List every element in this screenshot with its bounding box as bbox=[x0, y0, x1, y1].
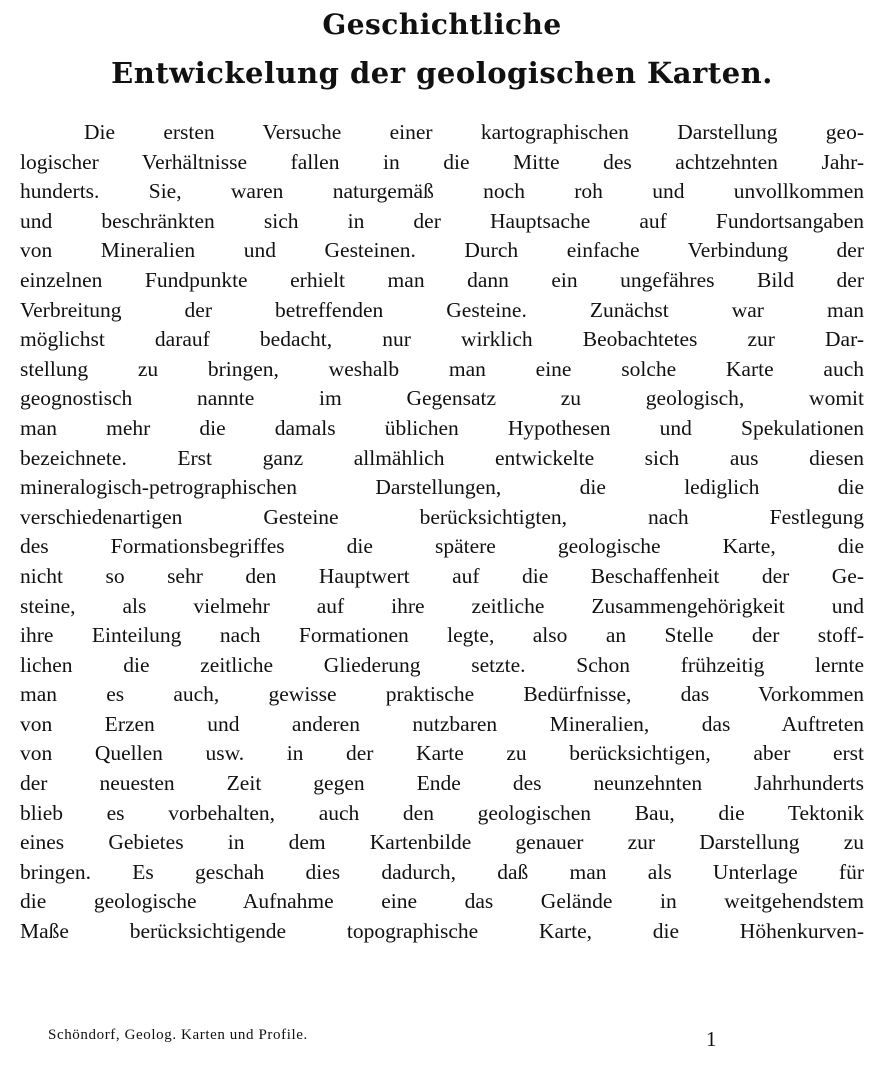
text-line: und beschränkten sich in der Hauptsache auf Fundortsangaben bbox=[20, 208, 864, 233]
text-line: geognostisch nannte im Gegensatz zu geologisch, womit bbox=[20, 386, 864, 411]
text-line: Die ersten Versuche einer kartographischen Darstellung geo- bbox=[84, 120, 864, 144]
page-number: 1 bbox=[706, 1027, 717, 1051]
text-line: des Formationsbegriffes die spätere geologische Karte, die bbox=[20, 534, 864, 559]
heading-line-1: Geschichtliche bbox=[322, 8, 562, 41]
text-line: stellung zu bringen, weshalb man eine solche Karte auch bbox=[20, 356, 864, 381]
text-line: einzelnen Fundpunkte erhielt man dann ein ungefähres Bild der bbox=[20, 267, 864, 292]
text-line: von Quellen usw. in der Karte zu berücksichtigen, aber erst bbox=[20, 741, 864, 766]
text-line: mineralogisch-petrographischen Darstellungen, die lediglich die bbox=[20, 475, 864, 500]
text-line: lichen die zeitliche Gliederung setzte. Schon frühzeitig lernte bbox=[20, 652, 864, 677]
text-line: hunderts. Sie, waren naturgemäß noch roh und unvollkommen bbox=[20, 179, 864, 204]
text-line: ihre Einteilung nach Formationen legte, also an Stelle der stoff- bbox=[20, 623, 864, 648]
text-line: nicht so sehr den Hauptwert auf die Beschaffenheit der Ge- bbox=[20, 563, 864, 588]
footer-source: Schöndorf, Geolog. Karten und Profile. bbox=[48, 1027, 308, 1043]
text-line: eines Gebietes in dem Kartenbilde genauer zur Darstellung zu bbox=[20, 830, 864, 855]
text-line: steine, als vielmehr auf ihre zeitliche Zusammengehörigkeit und bbox=[20, 593, 864, 618]
text-line: der neuesten Zeit gegen Ende des neunzehnten Jahrhunderts bbox=[20, 771, 864, 796]
text-line: blieb es vorbehalten, auch den geologischen Bau, die Tektonik bbox=[20, 800, 864, 825]
text-line: man mehr die damals üblichen Hypothesen und Spekulationen bbox=[20, 415, 864, 440]
page-footer bbox=[48, 1027, 848, 1055]
text-line: bezeichnete. Erst ganz allmählich entwickelte sich aus diesen bbox=[20, 445, 864, 470]
body-paragraph bbox=[20, 118, 864, 947]
text-line: logischer Verhältnisse fallen in die Mitte des achtzehnten Jahr- bbox=[20, 149, 864, 174]
text-line: Verbreitung der betreffenden Gesteine. Zunächst war man bbox=[20, 297, 864, 322]
text-line: die geologische Aufnahme eine das Gelände in weitgehendstem bbox=[20, 889, 864, 914]
text-line: man es auch, gewisse praktische Bedürfnisse, das Vorkommen bbox=[20, 682, 864, 707]
text-line: von Mineralien und Gesteinen. Durch einfache Verbindung der bbox=[20, 238, 864, 263]
text-line: bringen. Es geschah dies dadurch, daß man als Unterlage für bbox=[20, 859, 864, 884]
text-line: Maße berücksichtigende topographische Karte, die Höhenkurven- bbox=[20, 919, 864, 944]
text-line: möglichst darauf bedacht, nur wirklich Beobachtetes zur Dar- bbox=[20, 327, 864, 352]
heading-line-2: Entwickelung der geologischen Karten. bbox=[111, 56, 773, 90]
text-line: von Erzen und anderen nutzbaren Mineralien, das Auftreten bbox=[20, 711, 864, 736]
text-line: verschiedenartigen Gesteine berücksichtigten, nach Festlegung bbox=[20, 504, 864, 529]
